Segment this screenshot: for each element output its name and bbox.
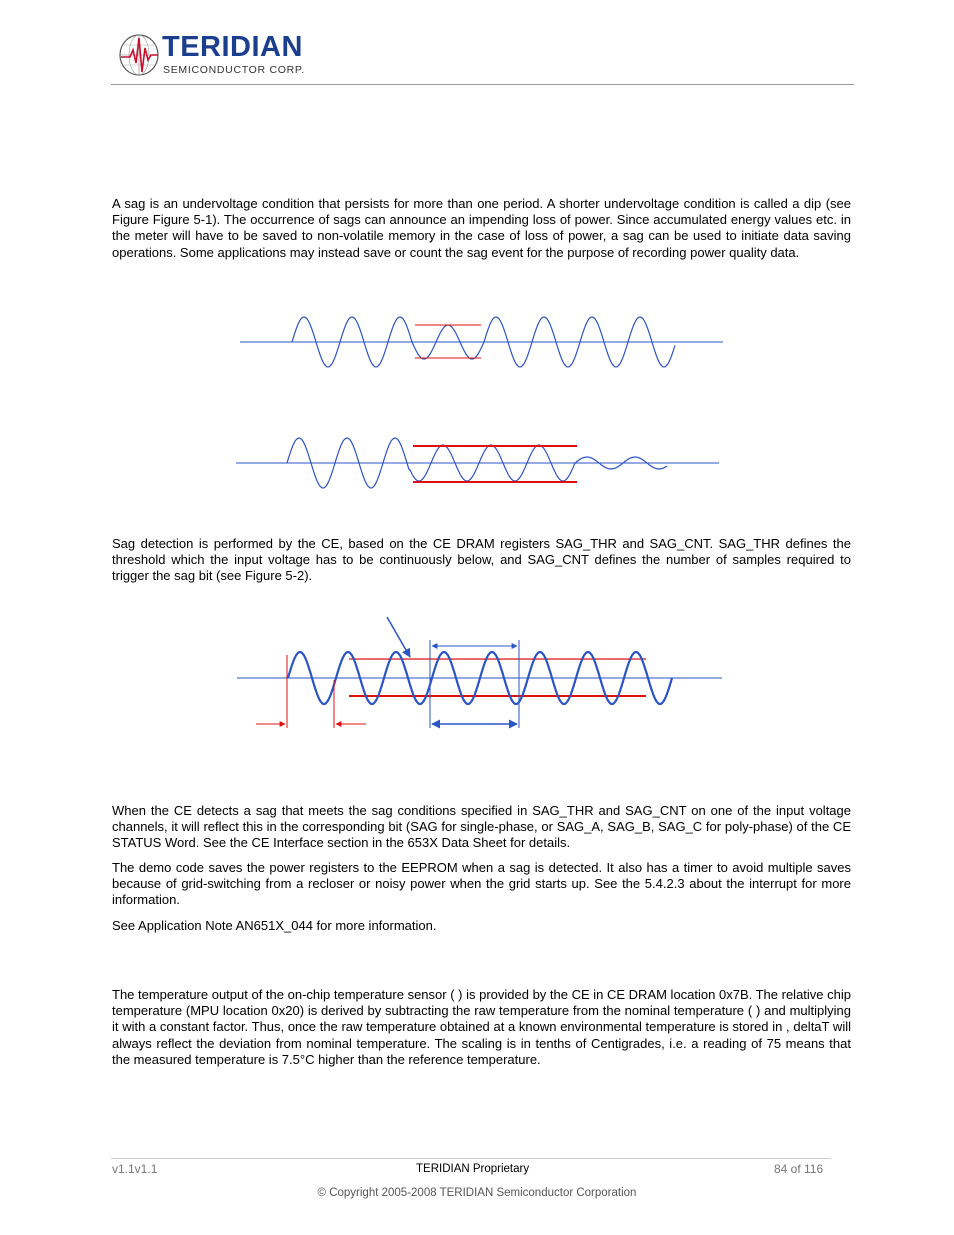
sag-detection-paragraph: Sag detection is performed by the CE, based on the CE DRAM registers SAG_THR and SAG_CNT. SAG_THR defines the threshold which the input voltage has to be continuously below, and SAG_CNT defines the number of samples required to trigger the sag bit (see Figure 5-2). bbox=[112, 536, 851, 584]
logo-wordmark: TERIDIAN bbox=[162, 31, 303, 63]
footer-version: v1.1v1.1 bbox=[112, 1162, 158, 1176]
footer-page-number: 84 of 116 bbox=[774, 1162, 824, 1176]
sag-onset-pointer-arrow bbox=[387, 617, 410, 657]
app-note-paragraph: See Application Note AN651X_044 for more information. bbox=[112, 918, 437, 933]
ce-detects-paragraph: When the CE detects a sag that meets the sag conditions specified in SAG_THR and SAG_CNT on one of the input voltage channels, it will reflect this in the corresponding bit (SAG for single-phase, or SAG_A, SAG_B, SAG_C for poly-phase) of the CE STATUS Word. See the CE Interface section in the 653X Data Sheet for details. bbox=[112, 803, 851, 851]
demo-code-paragraph: The demo code saves the power registers to the EEPROM when a sag is detected. It also has a timer to avoid multiple saves because of grid-switching from a recloser or noisy power when the grid starts up. See the 5.4.2.3 about the interrupt for more information. bbox=[112, 860, 851, 908]
footer-proprietary: TERIDIAN Proprietary bbox=[416, 1163, 530, 1175]
logo-subtitle: SEMICONDUCTOR CORP. bbox=[163, 64, 305, 76]
footer-divider bbox=[111, 1158, 831, 1159]
temperature-paragraph: The temperature output of the on-chip temperature sensor ( ) is provided by the CE in CE DRAM location 0x7B. The relative chip temperature (MPU location 0x20) is derived by subtracting the raw temperature from the nominal temperature ( ) and multiplying it with a constant factor. Thus, once the raw temperature obtained at a known environmental temperature is stored in , deltaT will always reflect the deviation from nominal temperature. The scaling is in tenths of Centigrades, i.e. a reading of 75 means that the measured temperature is 7.5°C higher than the reference temperature. bbox=[112, 987, 851, 1067]
footer-copyright: © Copyright 2005-2008 TERIDIAN Semiconductor Corporation bbox=[317, 1187, 637, 1199]
sag-intro-paragraph: A sag is an undervoltage condition that persists for more than one period. A shorter undervoltage condition is called a dip (see Figure Figure 5-1). The occurrence of sags can announce an impending loss of power. Since accumulated energy values etc. in the meter will have to be saved to non-volatile memory in the case of loss of power, a sag can be used to initiate data saving operations. Some applications may instead save or count the sag event for the purpose of recording power quality data. bbox=[112, 196, 851, 260]
